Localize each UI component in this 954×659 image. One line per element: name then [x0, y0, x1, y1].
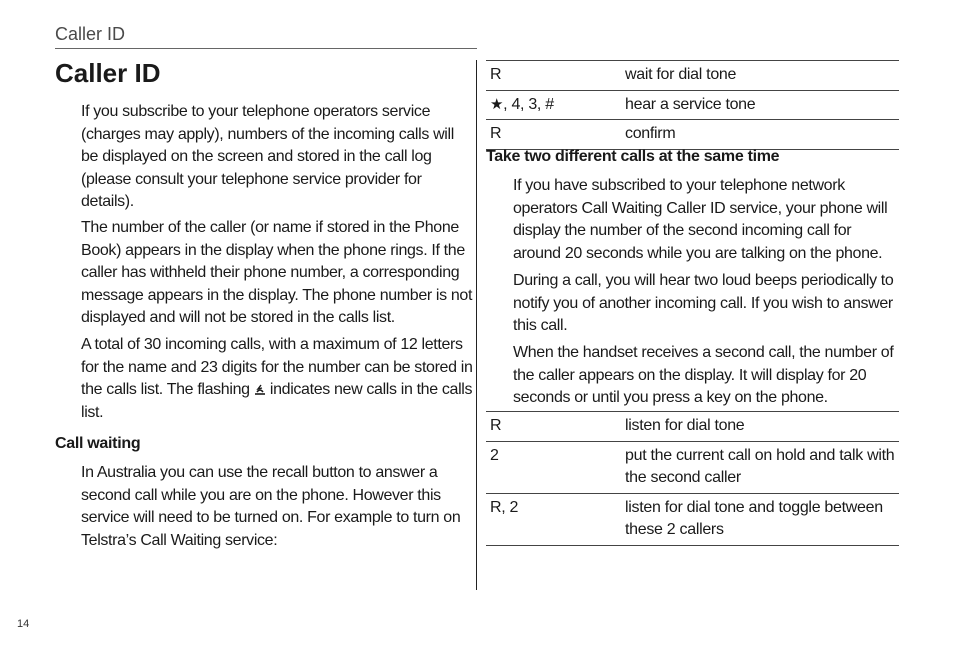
two-calls-paragraph-1: If you have subscribed to your telephone network operators Call Waiting Caller ID service, your phone will display the number of the second incoming call for around 20 seconds while you are talking on the phone.	[513, 177, 888, 262]
call-waiting-heading: Call waiting	[55, 435, 141, 452]
key-cell: R	[486, 412, 621, 442]
two-calls-paragraph-3: When the handset receives a second call, the number of the caller appears on the display. It will display for 20 seconds or until you press a key on the phone.	[513, 344, 894, 406]
column-divider	[476, 60, 477, 590]
missed-call-icon	[254, 381, 266, 393]
header-rule	[55, 48, 477, 49]
key-sequence-text: , 4, 3, #	[503, 95, 554, 113]
call-waiting-paragraph: In Australia you can use the recall button to answer a second call while you are on the phone. However this service will need to be turned on. For example to turn on Telstra’s Call Waiting service:	[81, 464, 461, 549]
running-header: Caller ID	[55, 24, 126, 44]
key-cell	[486, 90, 621, 120]
table-row	[486, 441, 899, 493]
two-calls-heading: Take two different calls at the same time	[486, 148, 780, 165]
action-cell: confirm	[621, 120, 899, 150]
action-cell: hear a service tone	[621, 90, 899, 120]
action-cell: listen for dial tone and toggle between these 2 callers	[621, 493, 899, 545]
key-cell: R, 2	[486, 493, 621, 545]
action-cell: wait for dial tone	[621, 61, 899, 91]
intro-paragraph-2: The number of the caller (or name if stored in the Phone Book) appears in the display when the phone rings. If the caller has withheld their phone number, a corresponding message appears in the display. The phone number is not displayed and will not be stored in the calls list.	[81, 219, 473, 326]
recall-sequence-table	[486, 60, 899, 150]
key-cell: 2	[486, 441, 621, 493]
second-call-table	[486, 411, 899, 546]
page-title: Caller ID	[55, 58, 161, 88]
table-row	[486, 90, 899, 120]
key-cell: R	[486, 120, 621, 150]
action-cell: listen for dial tone	[621, 412, 899, 442]
intro-paragraph-3	[81, 334, 473, 424]
table-row	[486, 412, 899, 442]
table-row	[486, 493, 899, 545]
intro-paragraph-1: If you subscribe to your telephone operators service (charges may apply), numbers of the incoming calls will be displayed on the screen and stored in the call log (please consult your telephone service provider for details).	[81, 103, 454, 210]
table-row	[486, 61, 899, 91]
action-cell: put the current call on hold and talk with the second caller	[621, 441, 899, 493]
star-key-icon: ★	[490, 95, 504, 113]
intro-paragraph-3-start: A total of 30 incoming calls, with a maximum of 12 letters for the name and 23 digits for the number can be stored in the calls list. The flashing	[81, 336, 473, 398]
page-number: 14	[17, 618, 30, 630]
table-row	[486, 120, 899, 150]
key-cell: R	[486, 61, 621, 91]
intro-paragraph-3-end: indicates new calls in the calls list.	[81, 381, 473, 421]
two-calls-paragraph-2: During a call, you will hear two loud beeps periodically to notify you of another incoming call. If you wish to answer this call.	[513, 272, 894, 334]
